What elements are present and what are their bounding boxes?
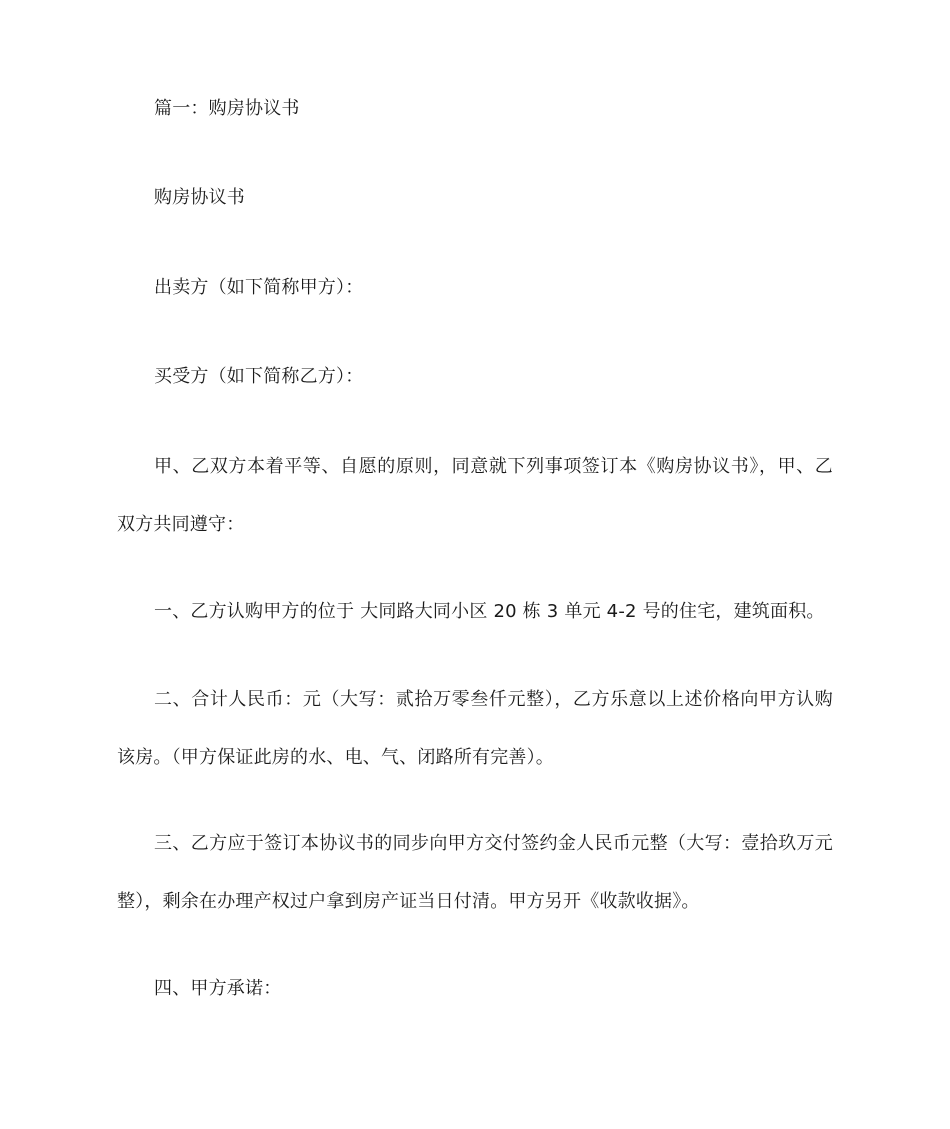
document-title: 购房协议书 <box>154 187 245 208</box>
clause-3-paragraph: 三、乙方应于签订本协议书的同步向甲方交付签约金人民币元整（大写：壹拾玖万元整），剩余在办理产权过户拿到房产证当日付清。甲方另开《收款收据》。 <box>117 833 833 912</box>
chapter-title: 篇一：购房协议书 <box>154 98 300 119</box>
clause-1-paragraph: 一、乙方认购甲方的位于 大同路大同小区 20 栋 3 单元 4-2 号的住宅，建筑面积。 <box>154 601 825 622</box>
clause-4-paragraph: 四、甲方承诺： <box>154 978 282 999</box>
seller-line: 出卖方（如下简称甲方）： <box>154 277 364 298</box>
buyer-line: 买受方（如下简称乙方）： <box>154 366 364 387</box>
preamble-paragraph: 甲、乙双方本着平等、自愿的原则，同意就下列事项签订本《购房协议书》，甲、乙双方共同遵守： <box>117 456 833 535</box>
clause-2-paragraph: 二、合计人民币：元（大写：贰拾万零叁仟元整），乙方乐意以上述价格向甲方认购该房。（甲方保证此房的水、电、气、闭路所有完善）。 <box>117 689 833 768</box>
